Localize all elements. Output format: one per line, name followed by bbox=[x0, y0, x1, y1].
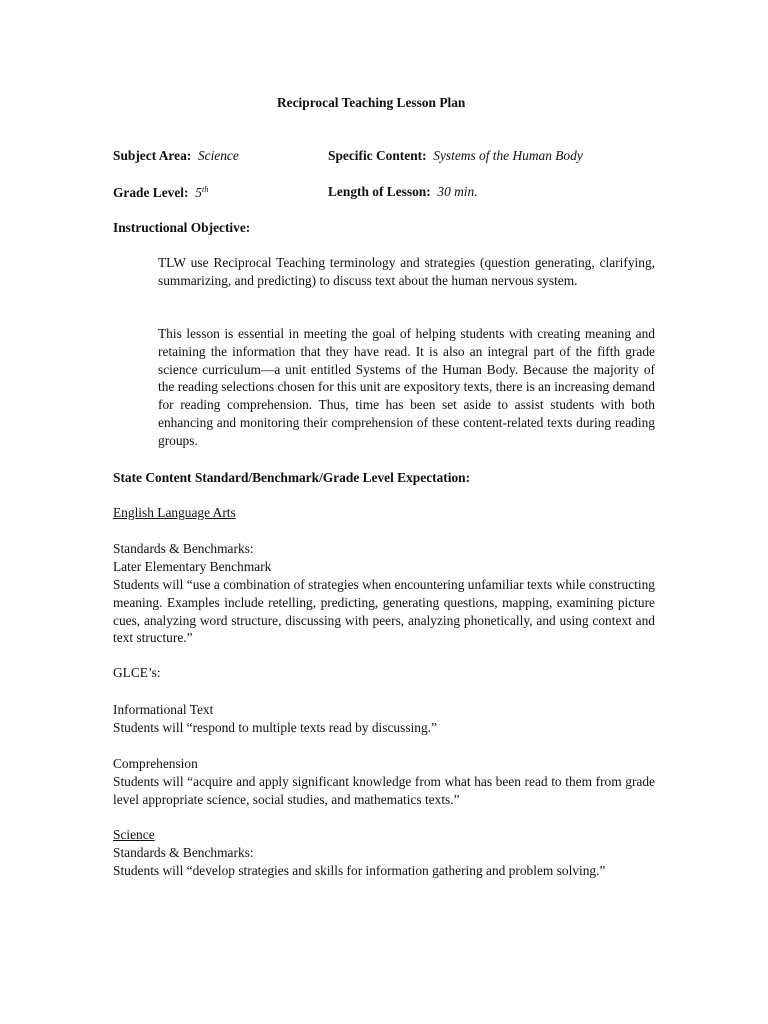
grade-level-value bbox=[195, 185, 208, 200]
subject-area-label: Subject Area: bbox=[113, 148, 192, 163]
ela-heading: English Language Arts bbox=[113, 505, 236, 520]
grade-level-suffix: th bbox=[201, 184, 209, 194]
length-of-lesson-value: 30 min. bbox=[437, 184, 478, 199]
grade-level-number: 5 bbox=[195, 185, 202, 200]
length-of-lesson-row bbox=[328, 184, 478, 200]
subject-area-row bbox=[113, 148, 239, 164]
grade-level-label: Grade Level: bbox=[113, 185, 189, 200]
specific-content-row bbox=[328, 148, 583, 164]
length-of-lesson-label: Length of Lesson: bbox=[328, 184, 431, 199]
informational-text-body: Students will “respond to multiple texts read by discussing.” bbox=[113, 720, 437, 735]
specific-content-value: Systems of the Human Body bbox=[433, 148, 583, 163]
objective-paragraph-1: TLW use Reciprocal Teaching terminology and strategies (question generating, clarifying, summarizing, and predicting) to discuss text about the human nervous system. bbox=[158, 255, 655, 288]
science-standards-label: Standards & Benchmarks: bbox=[113, 845, 254, 860]
informational-text-label: Informational Text bbox=[113, 702, 214, 717]
document-title: Reciprocal Teaching Lesson Plan bbox=[277, 95, 466, 110]
glce-label: GLCE’s: bbox=[113, 665, 161, 680]
subject-area-value: Science bbox=[197, 148, 239, 163]
specific-content-label: Specific Content: bbox=[328, 148, 427, 163]
standard-heading: State Content Standard/Benchmark/Grade Level Expectation: bbox=[113, 470, 471, 485]
objective-paragraph-2: This lesson is essential in meeting the goal of helping students with creating meaning and retaining the information that they have read. It is also an integral part of the fifth grade science curriculum—a unit entitled Systems of the Human Body. Because the majority of the reading selections chosen for this unit are expository texts, there is an increasing demand for reading comprehension. Thus, time has been set aside to assist students with both enhancing and monitoring their comprehension of these content-related texts during reading groups. bbox=[158, 326, 655, 448]
comprehension-body: Students will “acquire and apply significant knowledge from what has been read to them from grade level appropriate science, social studies, and mathematics texts.” bbox=[113, 774, 655, 807]
ela-benchmark-text: Students will “use a combination of strategies when encountering unfamiliar texts while constructing meaning. Examples include retelling, predicting, generating questions, mapping, examining picture cues, analyzing word structure, discussing with peers, analyzing phonetically, and using context and text structure.” bbox=[113, 577, 655, 646]
grade-level-row bbox=[113, 184, 209, 201]
comprehension-label: Comprehension bbox=[113, 756, 198, 771]
ela-standards-label: Standards & Benchmarks: bbox=[113, 541, 254, 556]
objective-heading: Instructional Objective: bbox=[113, 220, 251, 235]
ela-benchmark-name: Later Elementary Benchmark bbox=[113, 559, 272, 574]
science-benchmark-text: Students will “develop strategies and skills for information gathering and problem solving.” bbox=[113, 863, 606, 878]
science-heading: Science bbox=[113, 827, 155, 842]
